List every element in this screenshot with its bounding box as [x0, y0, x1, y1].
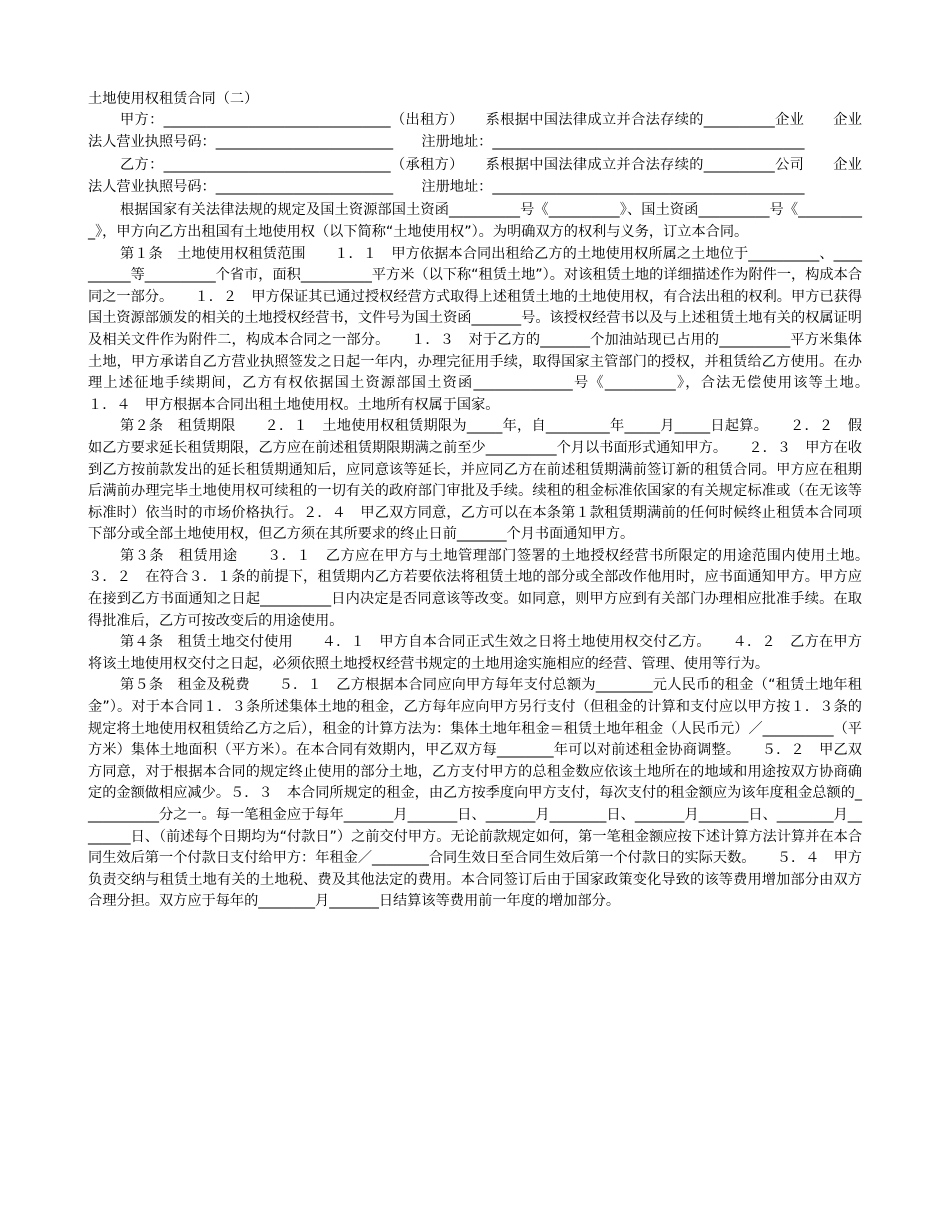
article-2-paragraph: 第２条 租赁期限 ２．１ 土地使用权租赁期限为_____年，自_________年_____月_____日起算。 ２．２ 假如乙方要求延长租赁期限，乙方应在前述租赁期限期满之前至少__________个月以书面形式通知甲方。 ２．３ 甲方在收到乙方按前款发出的延长租赁期通知后，应同意该等延长，并应同乙方在前述租赁期满前签订新的租赁合同。甲方应在租期后满前办理完毕土地使用权可续租的一切有关的政府部门审批及手续。续租的租金标准依国家的有关规定标准或（在无该等标准时）依当时的市场价格执行。２．４ 甲乙双方同意，乙方可以在本条第１款租赁期满前的任何时候终止租赁本合同项下部分或全部土地使用权，但乙方须在其所要求的终止日前_______个月书面通知甲方。 [88, 418, 862, 543]
document-title: 土地使用权租赁合同（二） [88, 91, 259, 107]
party-a-paragraph: 甲方：________________________________（出租方） 系根据中国法律成立并合法存续的__________企业 企业法人营业执照号码：_________________________ 注册地址：____________________________________________ [88, 112, 862, 150]
preamble-paragraph: 根据国家有关法律法规的规定及国土资源部国土资函__________号《__________》、国土资函__________号《__________》，甲方向乙方出租国有土地使用权（以下简称“土地使用权”）。为明确双方的权利与义务，订立本合同。 [88, 202, 862, 240]
article-5-paragraph: 第５条 租金及税费 ５．１ 乙方根据本合同应向甲方每年支付总额为________元人民币的租金（“租赁土地年租金”）。对于本合同１．３条所述集体土地的租金，乙方每年应向甲方另行支付（但租金的计算和支付应以甲方按１．３条的规定将土地使用权租赁给乙方之后），租金的计算方法为：集体土地年租金＝租赁土地年租金（人民币元）／__________（平方米）集体土地面积（平方米）。在本合同有效期内，甲乙双方每________年可以对前述租金协商调整。 ５．２ 甲乙双方同意，对于根据本合同的规定终止使用的部分土地，乙方支付甲方的总租金数应依该土地所在的地域和用途按双方协商确定的金额做相应减少。５．３ 本合同所规定的租金，由乙方按季度向甲方支付，每次支付的租金额应为该年度租金总额的___________分之一。每一笔租金应于每年_______月_______日、_______月________日、_______月_______日、________月________日、（前述每个日期均为“付款日”）之前交付甲方。无论前款规定如何，第一笔租金额应按下述计算方法计算并在本合同生效后第一个付款日支付给甲方：年租金／________合同生效日至合同生效后第一个付款日的实际天数。 ５．４ 甲方负责交纳与租赁土地有关的土地税、费及其他法定的费用。本合同签订后由于国家政策变化导致的该等费用增加部分由双方合理分担。双方应于每年的________月_______日结算该等费用前一年度的增加部分。 [88, 677, 862, 910]
party-b-paragraph: 乙方：________________________________（承租方） 系根据中国法律成立并合法存续的__________公司 企业法人营业执照号码：_________________________ 注册地址：____________________________________________ [88, 157, 862, 195]
article-3-paragraph: 第３条 租赁用途 ３．１ 乙方应在甲方与土地管理部门签署的土地授权经营书所限定的用途范围内使用土地。 ３．２ 在符合３．１条的前提下，租赁期内乙方若要依法将租赁土地的部分或全部改作他用时，应书面通知甲方。甲方应在接到乙方书面通知之日起__________日内决定是否同意该等改变。如同意，则甲方应到有关部门办理相应批准手续。在取得批准后，乙方可按改变后的用途使用。 [88, 547, 891, 629]
article-1-paragraph: 第１条 土地使用权租赁范围 １．１ 甲方依据本合同出租给乙方的土地使用权所属之土地位于__________、__________等__________个省市，面积__________平方米（以下称“租赁土地”）。对该租赁土地的详细描述作为附件一，构成本合同之一部分。 １．２ 甲方保证其已通过授权经营方式取得上述租赁土地的土地使用权，有合法出租的权利。甲方已获得国土资源部颁发的相关的土地授权经营书，文件号为国土资函_______号。该授权经营书以及与上述租赁土地有关的权属证明及相关文件作为附件二，构成本合同之一部分。 １．３ 对于乙方的_______个加油站现已占用的__________平方米集体土地，甲方承诺自乙方营业执照签发之日起一年内，办理完征用手续，取得国家主管部门的授权，并租赁给乙方使用。在办理上述征地手续期间，乙方有权依据国土资源部国土资函______________号《__________》，合法无偿使用该等土地。 １．４ 甲方根据本合同出租土地使用权。土地所有权属于国家。 [88, 245, 891, 413]
article-4-paragraph: 第４条 租赁土地交付使用 ４．１ 甲方自本合同正式生效之日将土地使用权交付乙方。 ４．２ 乙方在甲方将该土地使用权交付之日起，必须依照土地授权经营书规定的土地用途实施相应的经营、管理、使用等行为。 [88, 634, 862, 672]
